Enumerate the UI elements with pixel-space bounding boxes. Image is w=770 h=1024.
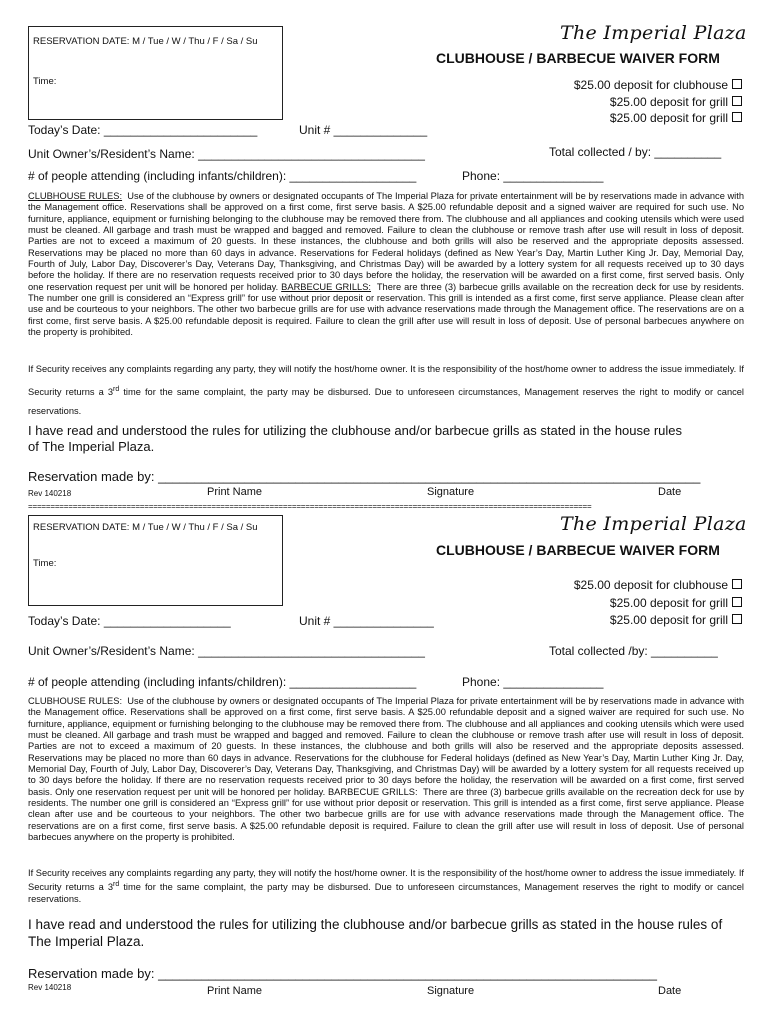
reservation-date-label: RESERVATION DATE: M / Tue / W / Thu / F / Sa / Su [33, 36, 258, 47]
deposit-grill-2-checkbox[interactable] [732, 112, 742, 122]
grill-rules-heading-2: BARBECUE GRILLS: [327, 786, 418, 797]
rules-block [28, 191, 744, 338]
owner-name-field[interactable]: Unit Owner’s/Resident’s Name: __________________________________ [28, 147, 425, 161]
deposit-grill-1-checkbox[interactable] [732, 96, 742, 106]
deposit-grill-1-checkbox-2[interactable] [732, 597, 742, 607]
grill-rules-heading: BARBECUE GRILLS: [281, 281, 371, 292]
print-name-label: Print Name [207, 486, 263, 498]
print-name-label-2: Print Name [207, 985, 263, 997]
people-attending-field-2[interactable]: # of people attending (including infants/children): ___________________ [28, 675, 417, 689]
form-title: CLUBHOUSE / BARBECUE WAIVER FORM [436, 50, 720, 66]
deposit-grill-2[interactable] [610, 111, 742, 125]
date-label-2: Date [658, 985, 682, 997]
grill-rules-text-2: There are three (3) barbecue grills available on the recreation deck for use by residents. The number one grill is considered an “Express grill” for use without prior deposit or reservation. This grill is intended as a first come, first serve appliance. Please clean after use and be courteous to your neighbors. The other two barbecue grills are for use with advance reservations made through the Management office. The reservations are on a first come, first serve basis. A $25.00 refundable deposit is required. Failure to clean the grill after use will result in loss of deposit. Use of personal barbecues anywhere on the property is prohibited. [28, 786, 744, 843]
phone-field-2[interactable]: Phone: _______________ [462, 675, 604, 689]
people-attending-field[interactable]: # of people attending (including infants/children): ___________________ [28, 169, 417, 183]
deposit-clubhouse-label-2: $25.00 deposit for clubhouse [573, 578, 728, 592]
security-paragraph-2 [28, 868, 744, 905]
deposit-clubhouse-2[interactable] [574, 578, 742, 592]
phone-field[interactable]: Phone: _______________ [462, 169, 604, 183]
todays-date-field-2[interactable]: Today’s Date: ___________________ [28, 614, 231, 628]
grill-rules-text: There are three (3) barbecue grills available on the recreation deck for use by residents. The number one grill is considered an “Express grill” for use without prior deposit or reservation. This grill is intended as a first come, first serve appliance. Please clean after use and be courteous to your neighbors. The other two barbecue grills are for use with advance reservations made through the Management office. The reservations are on a first come, first serve basis. A $25.00 refundable deposit is required. Failure to clean the grill after use will result in loss of deposit. Use of personal barbecues anywhere on the property is prohibited. [28, 281, 744, 338]
clubhouse-rules-heading-2: CLUBHOUSE RULES: [28, 696, 123, 706]
time-label: Time: [33, 76, 57, 87]
clubhouse-rules-text-2: Use of the clubhouse by owners or designated occupants of The Imperial Plaza for private entertainment will be by reservations made in advance with the Management office. Reservations shall be approved on a first come, first serve basis. A $25.00 refundable deposit and a signed waiver are required for such use. No furniture, appliance, equipment or furnishing belonging to the clubhouse may be removed there from. The clubhouse and all appliances and cooking utensils which were used must be cleaned. All garbage and trash must be wrapped and bagged and removed. Failure to clean the clubhouse or remove trash after use will result in loss of deposit. Parties are not to exceed a maximum of 20 guests. In these instances, the clubhouse and both grills will also be reserved and the appropriate deposits assessed. Reservations may be placed no more than 60 days in advance. Reservations for the clubhouse for Federal holidays (defined as New Year’s Day, Martin Luther King Jr. Day, Memorial Day, Fourth of July, Labor Day, Discoverer’s Day, Veterans Day, Thanksgiving, and Christmas Day) will be awarded by a lottery system for all requests received up to 30 days before the holiday. If there are no reservation requests received prior to 30 days before the holiday, the reservation will be awarded on a first come, first served basis. Only one reservation request per unit will be honored per holiday. [28, 696, 744, 797]
brand-logo: The Imperial Plaza [560, 22, 747, 44]
unit-field-2[interactable]: Unit # _______________ [299, 614, 434, 628]
rev-label: Rev 140218 [28, 489, 72, 498]
reservation-date-label-2: RESERVATION DATE: M / Tue / W / Thu / F / Sa / Su [33, 522, 258, 533]
deposit-grill-2-checkbox-2[interactable] [732, 614, 742, 624]
deposit-grill-1-label-2: $25.00 deposit for grill [609, 596, 728, 610]
deposit-clubhouse-label: $25.00 deposit for clubhouse [573, 78, 728, 92]
todays-date-field[interactable]: Today’s Date: _______________________ [28, 123, 258, 137]
unit-field[interactable]: Unit # ______________ [299, 123, 428, 137]
clubhouse-rules-text: Use of the clubhouse by owners or designated occupants of The Imperial Plaza for private entertainment will be by reservations made in advance with the Management office. Reservations shall be approved on a first come, first serve basis. A $25.00 refundable deposit and a signed waiver are required for such use. No furniture, appliance, equipment or furnishing belonging to the clubhouse may be removed there from. The clubhouse and all appliances and cooking utensils which were used must be cleaned. All garbage and trash must be wrapped and bagged and removed. Failure to clean the clubhouse or remove trash after use will result in loss of deposit. Parties are not to exceed a maximum of 20 guests. In these instances, the clubhouse and both grills will also be reserved and the appropriate deposits assessed. Reservations may be placed no more than 60 days in advance. Reservations for Federal holidays (defined as New Year’s Day, Martin Luther King Jr. Day, Memorial Day, Fourth of July, Labor Day, Discoverer’s Day, Veterans Day, Thanksgiving, and Christmas Day) will be awarded by a lottery system for all requests received up to 30 days before the holiday. If there are no reservation requests received prior to 30 days before the holiday, the reservation will be awarded on a first come, first served basis. Only one reservation request per unit will be honored per holiday. [28, 191, 744, 292]
form-title-2: CLUBHOUSE / BARBECUE WAIVER FORM [436, 542, 720, 558]
security-text-1-b: If Security receives any complaints regarding any party, they will notify the host/home owner. It is the responsibility of the host/home owner to address the issue immediately. If Security returns a 3 [28, 868, 744, 893]
clubhouse-rules-heading: CLUBHOUSE RULES: [28, 191, 123, 201]
cut-separator: ============================================================================================================================== [28, 502, 592, 511]
deposit-grill-1[interactable] [610, 95, 742, 109]
rules-block-2 [28, 696, 744, 843]
acknowledgement-text: I have read and understood the rules for utilizing the clubhouse and/or barbecue grills as stated in the house rules of The Imperial Plaza. [28, 423, 683, 454]
security-sup: rd [113, 385, 120, 393]
deposit-grill-2-label-2: $25.00 deposit for grill [609, 613, 728, 627]
deposit-grill-1-b[interactable] [610, 596, 742, 610]
security-text-2: time for the same complaint, the party may be disbursed. Due to unforeseen circumstances, Management reserves the right to modify or cancel reservations. [28, 386, 744, 417]
deposit-grill-2-b[interactable] [610, 613, 742, 627]
total-collected-field[interactable]: Total collected / by: __________ [549, 145, 722, 159]
owner-name-field-2[interactable]: Unit Owner’s/Resident’s Name: __________________________________ [28, 644, 425, 658]
reservation-made-by-field-2[interactable]: Reservation made by: _____________________________________________________________________ [28, 966, 657, 981]
deposit-clubhouse-checkbox-2[interactable] [732, 579, 742, 589]
security-paragraph [28, 360, 744, 422]
total-collected-field-2[interactable]: Total collected /by: __________ [549, 644, 718, 658]
brand-logo-2: The Imperial Plaza [560, 513, 747, 535]
signature-label: Signature [427, 486, 475, 498]
security-text-2-b: time for the same complaint, the party may be disbursed. Due to unforeseen circumstances, Management reserves the right to modify or cancel reservations. [28, 882, 744, 904]
date-label: Date [658, 486, 682, 498]
deposit-clubhouse[interactable] [574, 78, 742, 92]
acknowledgement-text-2: I have read and understood the rules for utilizing the clubhouse and/or barbecue grills as stated in the house rules of The Imperial Plaza. [28, 917, 723, 949]
security-text-1: If Security receives any complaints regarding any party, they will notify the host/home owner. It is the responsibility of the host/home owner to address the issue immediately. If Security returns a 3 [28, 364, 744, 397]
time-label-2: Time: [33, 558, 57, 569]
rev-label-2: Rev 140218 [28, 983, 72, 992]
reservation-made-by-field[interactable]: Reservation made by: ___________________________________________________________________________ [28, 469, 701, 484]
deposit-clubhouse-checkbox[interactable] [732, 79, 742, 89]
deposit-grill-2-label: $25.00 deposit for grill [609, 111, 728, 125]
security-sup-2: rd [113, 881, 120, 889]
signature-label-2: Signature [427, 985, 475, 997]
deposit-grill-1-label: $25.00 deposit for grill [609, 95, 728, 109]
